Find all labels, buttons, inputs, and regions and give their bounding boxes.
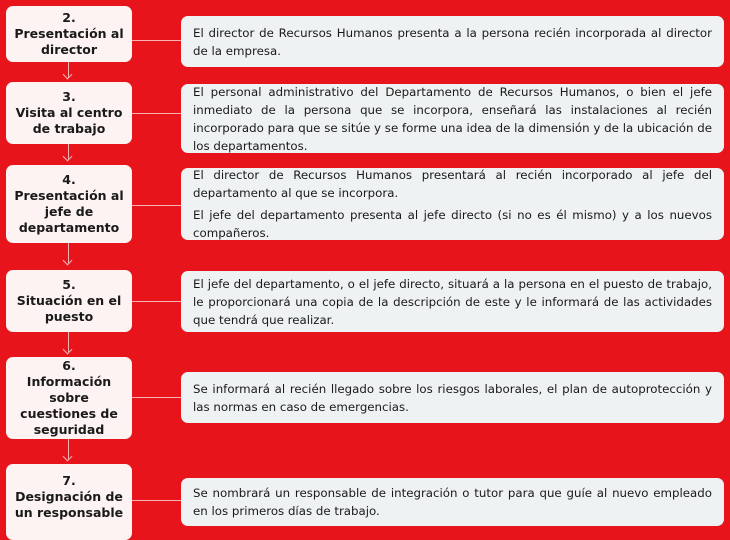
step-box-3	[6, 82, 132, 144]
arrow-head	[63, 152, 73, 162]
step-description-2	[181, 16, 724, 67]
step-title: Presentación al director	[14, 26, 124, 57]
step-description-4	[181, 168, 724, 240]
step-number: 2.	[62, 10, 76, 25]
connector-line	[132, 40, 181, 41]
description-text: El director de Recursos Humanos presenta a la persona recién incorporada al director de la empresa.	[193, 25, 712, 58]
step-description-3	[181, 84, 724, 153]
step-box-5	[6, 270, 132, 332]
step-number: 6.	[62, 358, 76, 373]
description-text: El jefe del departamento presenta al jefe directo (si no es él mismo) y a los nuevos compañeros.	[193, 208, 712, 240]
step-title: Presentación al jefe de departamento	[14, 188, 124, 235]
step-title: Situación en el puesto	[16, 293, 122, 324]
step-description-6	[181, 372, 724, 423]
step-description-7	[181, 478, 724, 526]
step-number: 3.	[62, 89, 76, 104]
description-text: El director de Recursos Humanos presentará al recién incorporado al jefe del departamento al que se incorpora.	[193, 168, 712, 200]
step-number: 7.	[62, 473, 76, 488]
arrow-head	[63, 70, 73, 80]
step-box-7	[6, 464, 132, 540]
step-box-6	[6, 357, 132, 439]
arrow-head	[63, 345, 73, 355]
step-title: Visita al centro de trabajo	[15, 105, 123, 136]
description-text: El personal administrativo del Departamento de Recursos Humanos, o bien el jefe inmediato de la persona que se incorpora, enseñará las instalaciones al recién incorporado para que se sitúe y se forme una idea de la dimensión y de la ubicación de los departamentos.	[193, 84, 712, 153]
connector-line	[132, 500, 181, 501]
arrow-head	[63, 256, 73, 266]
step-number: 4.	[62, 172, 76, 187]
description-text: Se nombrará un responsable de integración o tutor para que guíe al nuevo empleado en los primeros días de trabajo.	[193, 486, 712, 518]
connector-line	[132, 397, 181, 398]
step-description-5	[181, 271, 724, 332]
step-title: Información sobre cuestiones de seguridad	[20, 374, 118, 437]
arrow-head	[63, 452, 73, 462]
connector-line	[132, 205, 181, 206]
step-box-4	[6, 165, 132, 243]
connector-line	[132, 301, 181, 302]
step-title: Designación de un responsable	[14, 489, 124, 520]
connector-line	[132, 113, 181, 114]
step-box-2	[6, 6, 132, 62]
description-text: Se informará al recién llegado sobre los riesgos laborales, el plan de autoprotección y las normas en caso de emergencias.	[193, 381, 712, 414]
description-text: El jefe del departamento, o el jefe directo, situará a la persona en el puesto de trabajo, le proporcionará una copia de la descripción de este y le informará de las actividades que tendrá que realizar.	[193, 276, 712, 327]
step-number: 5.	[62, 277, 76, 292]
